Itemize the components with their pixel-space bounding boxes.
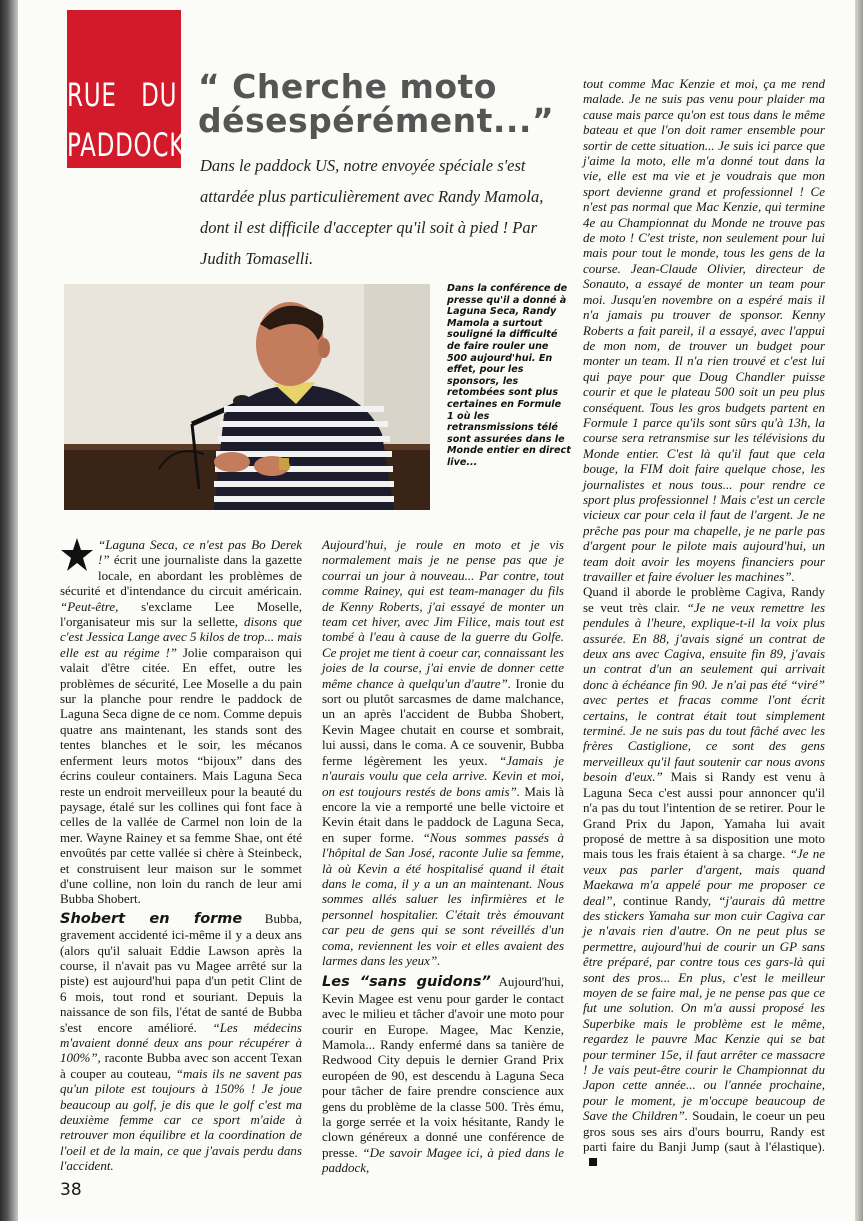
- text-run: Bubba, gravement accidenté ici-même il y a deux ans (alors qu'il saluait Eddie Lawson après la course, il n'avait pas vu Magee arrêté sur la piste) est aujourd'hui papa d'un petit Clint de 6 mois, tout rond et souriant. Depuis la naissance de son fils, l'état de santé de Bubba s'est encore amélioré.: [60, 910, 302, 1035]
- quote: “mais ils ne savent pas qu'un pilote est toujours à 150% ! Je joue beaucoup au golf, je dis que le golf c'est ma deuxième femme car ce sport m'aide à retrouver mon équilibre et la coordination de l'oeil et de la main, ce que j'avais perdu dans l'accident.: [60, 1065, 302, 1174]
- article-column-3: [583, 76, 825, 1170]
- text-run: Ironie du sort ou plutôt sarcasmes de dame malchance, un an après l'accident de Bubba Shobert, Kevin Magee chutait en course et sombrait, lui aussi, dans le coma. A ce souvenir, Bubba ferme légèrement les yeux.: [322, 675, 564, 768]
- text-run: Mais là encore la vie a remporté une belle victoire et Kevin était dans le paddock de Laguna Seca, en super forme.: [322, 783, 565, 845]
- text-run: Mais si Randy est venu à Laguna Seca c'est aussi pour annoncer qu'il n'a pas du tout l'intention de se retirer. Pour le Grand Prix du Japon, Yamaha lui avait proposé de mettre à sa disposition une moto mais tous les frais étaient à sa charge.: [583, 769, 825, 862]
- text-run: continue Randy,: [615, 892, 719, 908]
- rubric-line-2: PADDOCK: [67, 126, 186, 164]
- quote: Aujourd'hui, je roule en moto et je vis normalement mais je ne pense pas que je courrai un jour à nouveau... Par contre, tout comme Rainey, qui est team-manager du fils de Kenny Roberts, j'ai essayé de monter un team cet hiver, avec Jim Filice, mais tout est tombé à l'eau à cause de la guerre du Golfe. Ce projet me tient à coeur car, connaissant les joies de la course, j'ai envie de donner cette même chance à quelqu'un d'autre”.: [322, 537, 564, 691]
- rubric-line-1: [67, 78, 177, 112]
- quote: “Je ne veux remettre les pendules à l'heure, explique-t-il la voix plus assurée. En 88, j'avais signé un contrat de deux ans avec Cagiva, ensuite fin 89, j'avais un contrat d'un an seulement qui arrivait donc à échéance fin 90. Je n'ai pas été “viré” avec pertes et fracas comme l'ont écrit certains, le contrat était tout simplement terminé. Je ne suis pas du tout fâché avec les frères Castiglione, ce sont des gens merveilleux qu'il faut soutenir car nous avons besoin d'eux.”: [583, 599, 825, 785]
- text-run: s'exclame Lee Moselle, l'organisateur mis sur la sellette,: [60, 598, 302, 630]
- photo-illustration: [64, 284, 430, 510]
- article-deck: Dans le paddock US, notre envoyée spéciale s'est attardée plus particulièrement avec Randy Mamola, dont il est difficile d'accepter qu'il soit à pied ! Par Judith Tomaselli.: [200, 156, 544, 268]
- rubric-word-1: RUE: [67, 76, 117, 114]
- quote: “Les médecins m'avaient donné deux ans pour récupérer à 100%”,: [60, 1019, 302, 1066]
- subheading: Les “sans guidons”: [322, 974, 491, 991]
- text-run: Jolie comparaison qui valait d'être citée. En effet, outre les problèmes de sécurité, Lee Moselle a du pain sur la planche pour rendre le paddock de Laguna Seca digne de ce nom. Comme depuis quatre ans maintenant, les stands sont des tentes blanches et le soir, les mécanos enferment leurs motos “bijoux” dans des écrins couleur containers. Mais Laguna Seca reste un endroit merveilleux pour la beauté du paysage, étalé sur les collines qui font face à celles de la vallée de Carmel non loin de la mer. Wayne Rainey et sa femme Shae, ont été envoûtés par cette vallée si chère à Steinbeck, et construisent leur maison sur le sommet d'une colline, non loin du ranch de leur ami Bubba Shobert.: [60, 644, 302, 907]
- end-mark-icon: [589, 1158, 597, 1166]
- quote: “De savoir Magee ici, à pied dans le paddock,: [322, 1144, 564, 1176]
- paragraph: [322, 974, 564, 1175]
- text-run: raconte Bubba avec son accent Texan à couper au couteau,: [60, 1050, 302, 1081]
- page-binding-shadow: [0, 0, 18, 1221]
- section-rubric: [67, 10, 186, 168]
- rubric-word-2: DU: [141, 76, 178, 114]
- paragraph: [60, 537, 302, 907]
- page-edge-shadow: [855, 0, 863, 1221]
- paragraph: [60, 911, 302, 1174]
- article-column-2: [322, 537, 564, 1176]
- star-icon: [60, 537, 94, 573]
- quote: “Jamais je n'aurais voulu que cela arrive. Kevin et moi, on est toujours restés de bons amis”.: [322, 752, 564, 799]
- text-run: Quand il aborde le problème Cagiva, Randy se veut très clair.: [583, 584, 825, 615]
- quote: “j'aurais dû mettre des stickers Yamaha sur mon cuir Cagiva car je n'avais rien d'autre. On ne peut plus se permettre, aujourd'hui de courir un GP sans être préparé, par contre tous ces gars-là qui sont des pros... En plus, c'est le meilleur moyen de se faire mal, je ne pense pas que ce fut une solution. On m'a aussi proposé les Superbike mais le problème est le même, regardez le pauvre Mac Kenzie qui se bat pour terminer 15e, il faut arrêter ce massacre ! Je vais peut-être courir le Championnat du Japon cette année... ou l'année prochaine, pour le moment, je m'occupe beaucoup de Save the Children”.: [583, 892, 825, 1124]
- article-column-1: [60, 537, 302, 1174]
- article-headline: “ Cherche moto désespérément...”: [198, 67, 555, 140]
- text-run: Soudain, le coeur un peu gros sous ses airs d'ours bourru, Randy est parti faire du Banji Jump (saut à l'élastique).: [583, 1108, 825, 1155]
- paragraph: [322, 537, 564, 968]
- paragraph: tout comme Mac Kenzie et moi, ça me rend malade. Je ne suis pas venu pour plaider ma cause mais parce qu'on est tous dans le même bateau et que l'on doit ramer ensemble pour sortir de cette situation... Je suis ici parce que j'aime la moto, elle m'a donné tout dans la vie, elle est ma vie et je voudrais que mon sport devienne grand et professionnel ! Ce n'est pas normal que Mac Kenzie, qui termine 4e au Championnat du Monde ne trouve pas de moto ! C'est triste, non seulement pour lui mais pour tout le monde, tous les gens de la course. Jean-Claude Olivier, directeur de Sonauto, a essayé de monter un team pour moi. Jusqu'en novembre on a espéré mais il n'a jamais pu trouver de sponsor. Kenny Roberts a fait pareil, il a essayé, avec l'appui de mon nom, de trouver un budget pour monter un team. Il n'a rien trouvé et c'est lui qui paye pour que Doug Chandler puisse courir et que le plateau 500 soit un peu plus conséquent. Tous les gros budgets partent en Formule 1 parce qu'ils sont sûrs qu'à 13h, la course sera retransmise sur les télévisions du Monde entier. C'est là qu'il faut que cela bouge, la FIM doit faire quelque chose, les journalistes et nous tous... pour rendre ce sport plus professionnel ! Mais c'est un cercle vicieux car pour cela il faut de l'argent. Je ne prêche pas pour ma chapelle, je ne parle pas d'argent pour le pilote mais aujourd'hui, un team doit avoir les moyens financiers pour travailler et faire évoluer les machines”.: [583, 76, 825, 584]
- text-run: écrit une journaliste dans la gazette locale, en abordant les problèmes de sécurité et d'intendance du circuit américain.: [60, 552, 302, 599]
- page-number: 38: [60, 1180, 82, 1200]
- subheading: Shobert en forme: [60, 910, 243, 927]
- quote: disons que c'est Jessica Lange avec 5 kilos de trop... mais elle est au régime !”: [60, 614, 302, 660]
- press-conference-photo: [64, 284, 430, 510]
- photo-caption: Dans la conférence de presse qu'il a donné à Laguna Seca, Randy Mamola a surtout souligné la difficulté de faire rouler une 500 aujourd'hui. En effet, pour les sponsors, les retombées sont plus certaines en Formule 1 où les retransmissions télé sont assurées dans le Monde entier en direct live...: [447, 283, 571, 468]
- quote: “Peut-être,: [60, 598, 119, 614]
- paragraph: [583, 584, 825, 1169]
- quote: “Je ne veux pas parler d'argent, mais quand Maekawa m'a appelé pour me proposer ce deal”,: [583, 846, 825, 908]
- quote: “Nous sommes passés à l'hôpital de San José, raconte Julie sa femme, là où Kevin a été hospitalisé quand il était dans le coma, il y a un an maintenant. Nous sommes allés saluer les infirmières et le personnel hospitalier. C'était très émouvant car peu de gens qui se sont réveillés d'un coma, reviennent les voir et elles avaient des larmes dans les yeux”.: [322, 829, 565, 968]
- quote: “Laguna Seca, ce n'est pas Bo Derek !”: [98, 537, 302, 568]
- text-run: Aujourd'hui, Kevin Magee est venu pour garder le contact avec le milieu et tâcher d'avoir une moto pour courir en Europe. Magee, Mac Kenzie, Mamola... Randy enfermé dans sa tanière de Redwood City depuis le dernier Grand Prix européen de 90, est descendu à Laguna Seca pour tâcher de faire prendre conscience aux gens du problème de la classe 500. Très ému, la gorge serrée et la voix hésitante, Randy le clown généreux a donné une conférence de presse.: [322, 974, 564, 1160]
